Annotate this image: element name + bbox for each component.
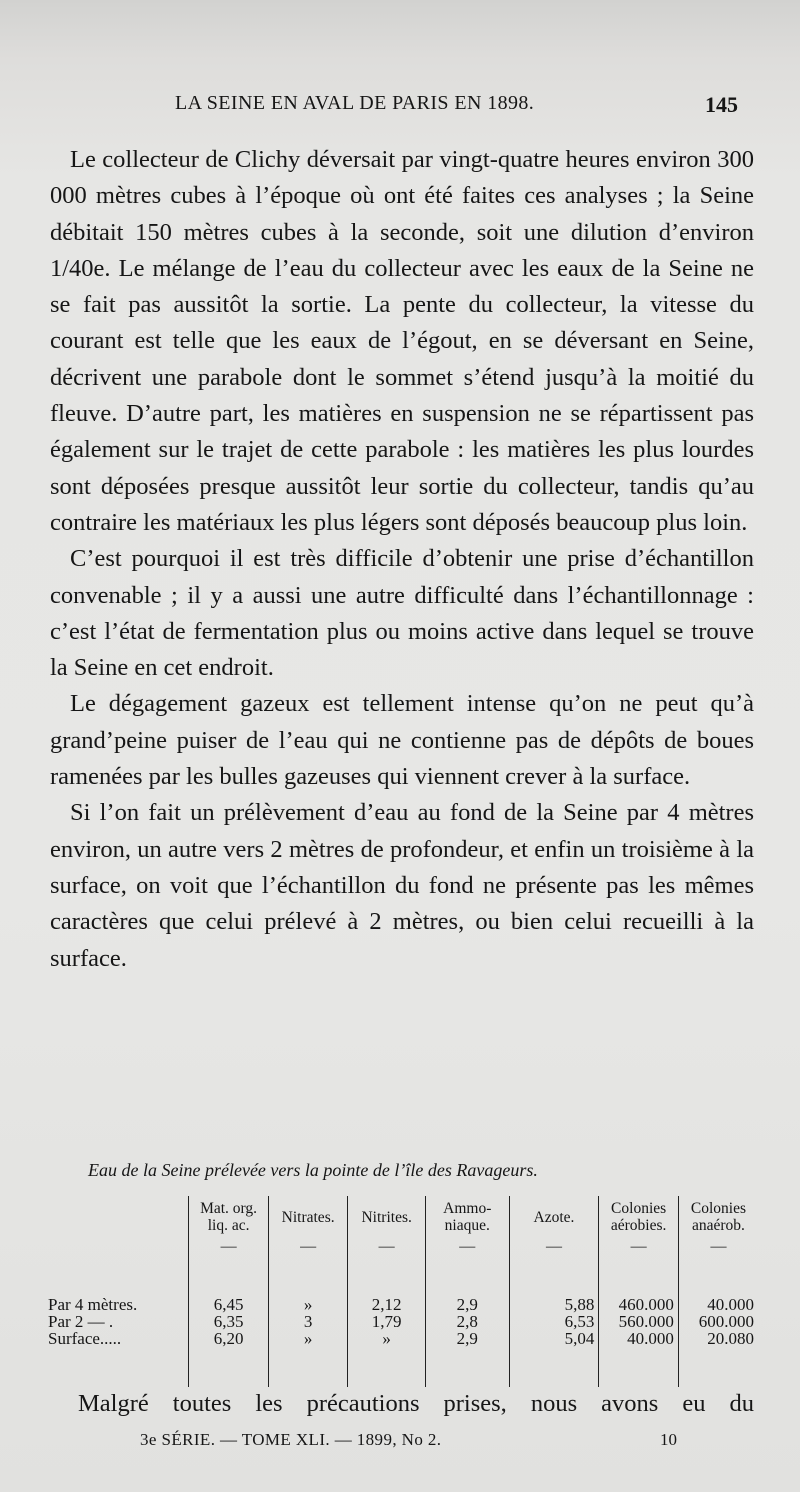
dash-cell: —: [678, 1236, 758, 1256]
paragraph: Le collecteur de Clichy déversait par vingt-quatre heures environ 300 000 mètres cubes à l’époque où ont été faites ces analyses ; la Seine débitait 150 mètres cubes à la seconde, soit une dilution d’environ 1/40e. Le mélange de l’eau du collecteur avec les eaux de la Seine ne se fait pas aussitôt la sortie. La pente du collecteur, la vitesse du courant est telle que les eaux de l’égout, en se déversant en Seine, décrivent une parabole dont le sommet s’étend jusqu’à la moitié du fleuve. D’autre part, les matières en suspension ne se répartissent pas également sur le trajet de cette parabole : les matières les plus lourdes sont déposées presque aussitôt leur sortie du collecteur, tandis qu’au contraire les matériaux les plus légers sont déposés beaucoup plus loin.: [50, 146, 754, 536]
cell-mat-org: 6,20: [189, 1330, 269, 1347]
cell-azote: 5,04: [509, 1330, 599, 1347]
cell-ammoniaque: 2,9: [425, 1330, 509, 1347]
spacer-cell: [509, 1347, 599, 1387]
spacer-row: [46, 1256, 758, 1296]
body-text: [50, 142, 754, 977]
dash-cell: —: [348, 1236, 426, 1256]
header-colonies-aerobies: [599, 1196, 679, 1236]
dash-cell: —: [189, 1236, 269, 1256]
cell-nitrates: »: [268, 1296, 348, 1313]
header-ammoniaque: [425, 1196, 509, 1236]
dash-cell: —: [509, 1236, 599, 1256]
header-colonies-anaerobies: [678, 1196, 758, 1236]
cell-nitrates: 3: [268, 1313, 348, 1330]
cell-mat-org: 6,45: [189, 1296, 269, 1313]
row-label: Surface.....: [48, 1329, 122, 1348]
spacer-cell: [678, 1347, 758, 1387]
header-mat-org: [189, 1196, 269, 1236]
table-row: [46, 1330, 758, 1347]
spacer-row: [46, 1347, 758, 1387]
header-line: Colonies: [690, 1200, 746, 1217]
dash-cell: —: [268, 1236, 348, 1256]
cell-nitrites: 2,12: [348, 1296, 426, 1313]
row-label: Par 2 — .: [48, 1312, 114, 1331]
dash-cell: —: [425, 1236, 509, 1256]
spacer-cell: [189, 1347, 269, 1387]
table-row: [46, 1313, 758, 1330]
running-title: LA SEINE EN AVAL DE PARIS EN 1898.: [175, 92, 535, 114]
row-label: Par 4 mètres.: [48, 1295, 138, 1314]
header-line: Colonies: [611, 1200, 667, 1217]
header-azote: [509, 1196, 599, 1236]
footer-series: 3e SÉRIE. — TOME XLI. — 1899, No 2.: [140, 1430, 442, 1449]
page-number: 145: [705, 92, 738, 117]
dash-cell: —: [599, 1236, 679, 1256]
spacer-cell: [268, 1347, 348, 1387]
spacer-cell: [599, 1347, 679, 1387]
page-footer: [0, 1430, 800, 1454]
paragraph: Le dégagement gazeux est tellement intense qu’on ne peut qu’à grand’peine puiser de l’eau qui ne contienne pas de dépôts de boues ramenées par les bulles gazeuses qui viennent crever à la surface.: [50, 690, 754, 791]
spacer-cell: [425, 1347, 509, 1387]
cell-azote: 6,53: [509, 1313, 599, 1330]
table-header-row: [46, 1196, 758, 1236]
continuation-line: Malgré toutes les précautions prises, nous avons eu du: [78, 1390, 754, 1417]
spacer-cell: [46, 1256, 189, 1296]
header-line: Azote.: [533, 1208, 575, 1226]
cell-mat-org: 6,35: [189, 1313, 269, 1330]
spacer-cell: [189, 1256, 269, 1296]
cell-colonies-aerobies: 460.000: [599, 1296, 679, 1313]
header-line: Mat. org.: [200, 1200, 258, 1217]
cell-ammoniaque: 2,8: [425, 1313, 509, 1330]
header-line: liq. ac.: [207, 1217, 250, 1234]
spacer-cell: [348, 1256, 426, 1296]
cell-azote: 5,88: [509, 1296, 599, 1313]
cell-colonies-anaerobies: 40.000: [678, 1296, 758, 1313]
spacer-cell: [46, 1347, 189, 1387]
spacer-cell: [509, 1256, 599, 1296]
paragraph: C’est pourquoi il est très difficile d’obtenir une prise d’échantillon convenable ; il y a aussi une autre difficulté dans l’échantillonnage : c’est l’état de fermentation plus ou moins active dans lequel se trouve la Seine en cet endroit.: [50, 545, 754, 682]
analysis-table: [46, 1196, 758, 1387]
cell-nitrates: »: [268, 1330, 348, 1347]
footer-signature: 10: [660, 1430, 677, 1449]
header-nitrites: [348, 1196, 426, 1236]
cell-colonies-anaerobies: 600.000: [678, 1313, 758, 1330]
header-line: niaque.: [444, 1217, 490, 1234]
header-label-blank: [46, 1196, 189, 1236]
cell-nitrites: »: [348, 1330, 426, 1347]
running-head: [0, 92, 800, 122]
spacer-cell: [678, 1256, 758, 1296]
table-row: [46, 1296, 758, 1313]
cell-colonies-aerobies: 40.000: [599, 1330, 679, 1347]
table-caption: Eau de la Seine prélevée vers la pointe de l’île des Ravageurs.: [88, 1160, 538, 1180]
spacer-cell: [268, 1256, 348, 1296]
cell-nitrites: 1,79: [348, 1313, 426, 1330]
cell-colonies-anaerobies: 20.080: [678, 1330, 758, 1347]
header-nitrates: [268, 1196, 348, 1236]
dash-cell-blank: [46, 1236, 189, 1256]
header-line: Ammo-: [443, 1200, 492, 1217]
spacer-cell: [599, 1256, 679, 1296]
cell-ammoniaque: 2,9: [425, 1296, 509, 1313]
dash-row: [46, 1236, 758, 1256]
cell-colonies-aerobies: 560.000: [599, 1313, 679, 1330]
header-line: aérobies.: [610, 1217, 667, 1234]
spacer-cell: [348, 1347, 426, 1387]
header-line: anaérob.: [691, 1217, 745, 1234]
header-line: Nitrites.: [361, 1208, 412, 1226]
paragraph: Si l’on fait un prélèvement d’eau au fond de la Seine par 4 mètres environ, un autre vers 2 mètres de profondeur, et enfin un troisième à la surface, on voit que l’échantillon du fond ne présente pas les mêmes caractères que celui prélevé à 2 mètres, ou bien celui recueilli à la surface.: [50, 799, 754, 972]
spacer-cell: [425, 1256, 509, 1296]
header-line: Nitrates.: [281, 1208, 335, 1226]
